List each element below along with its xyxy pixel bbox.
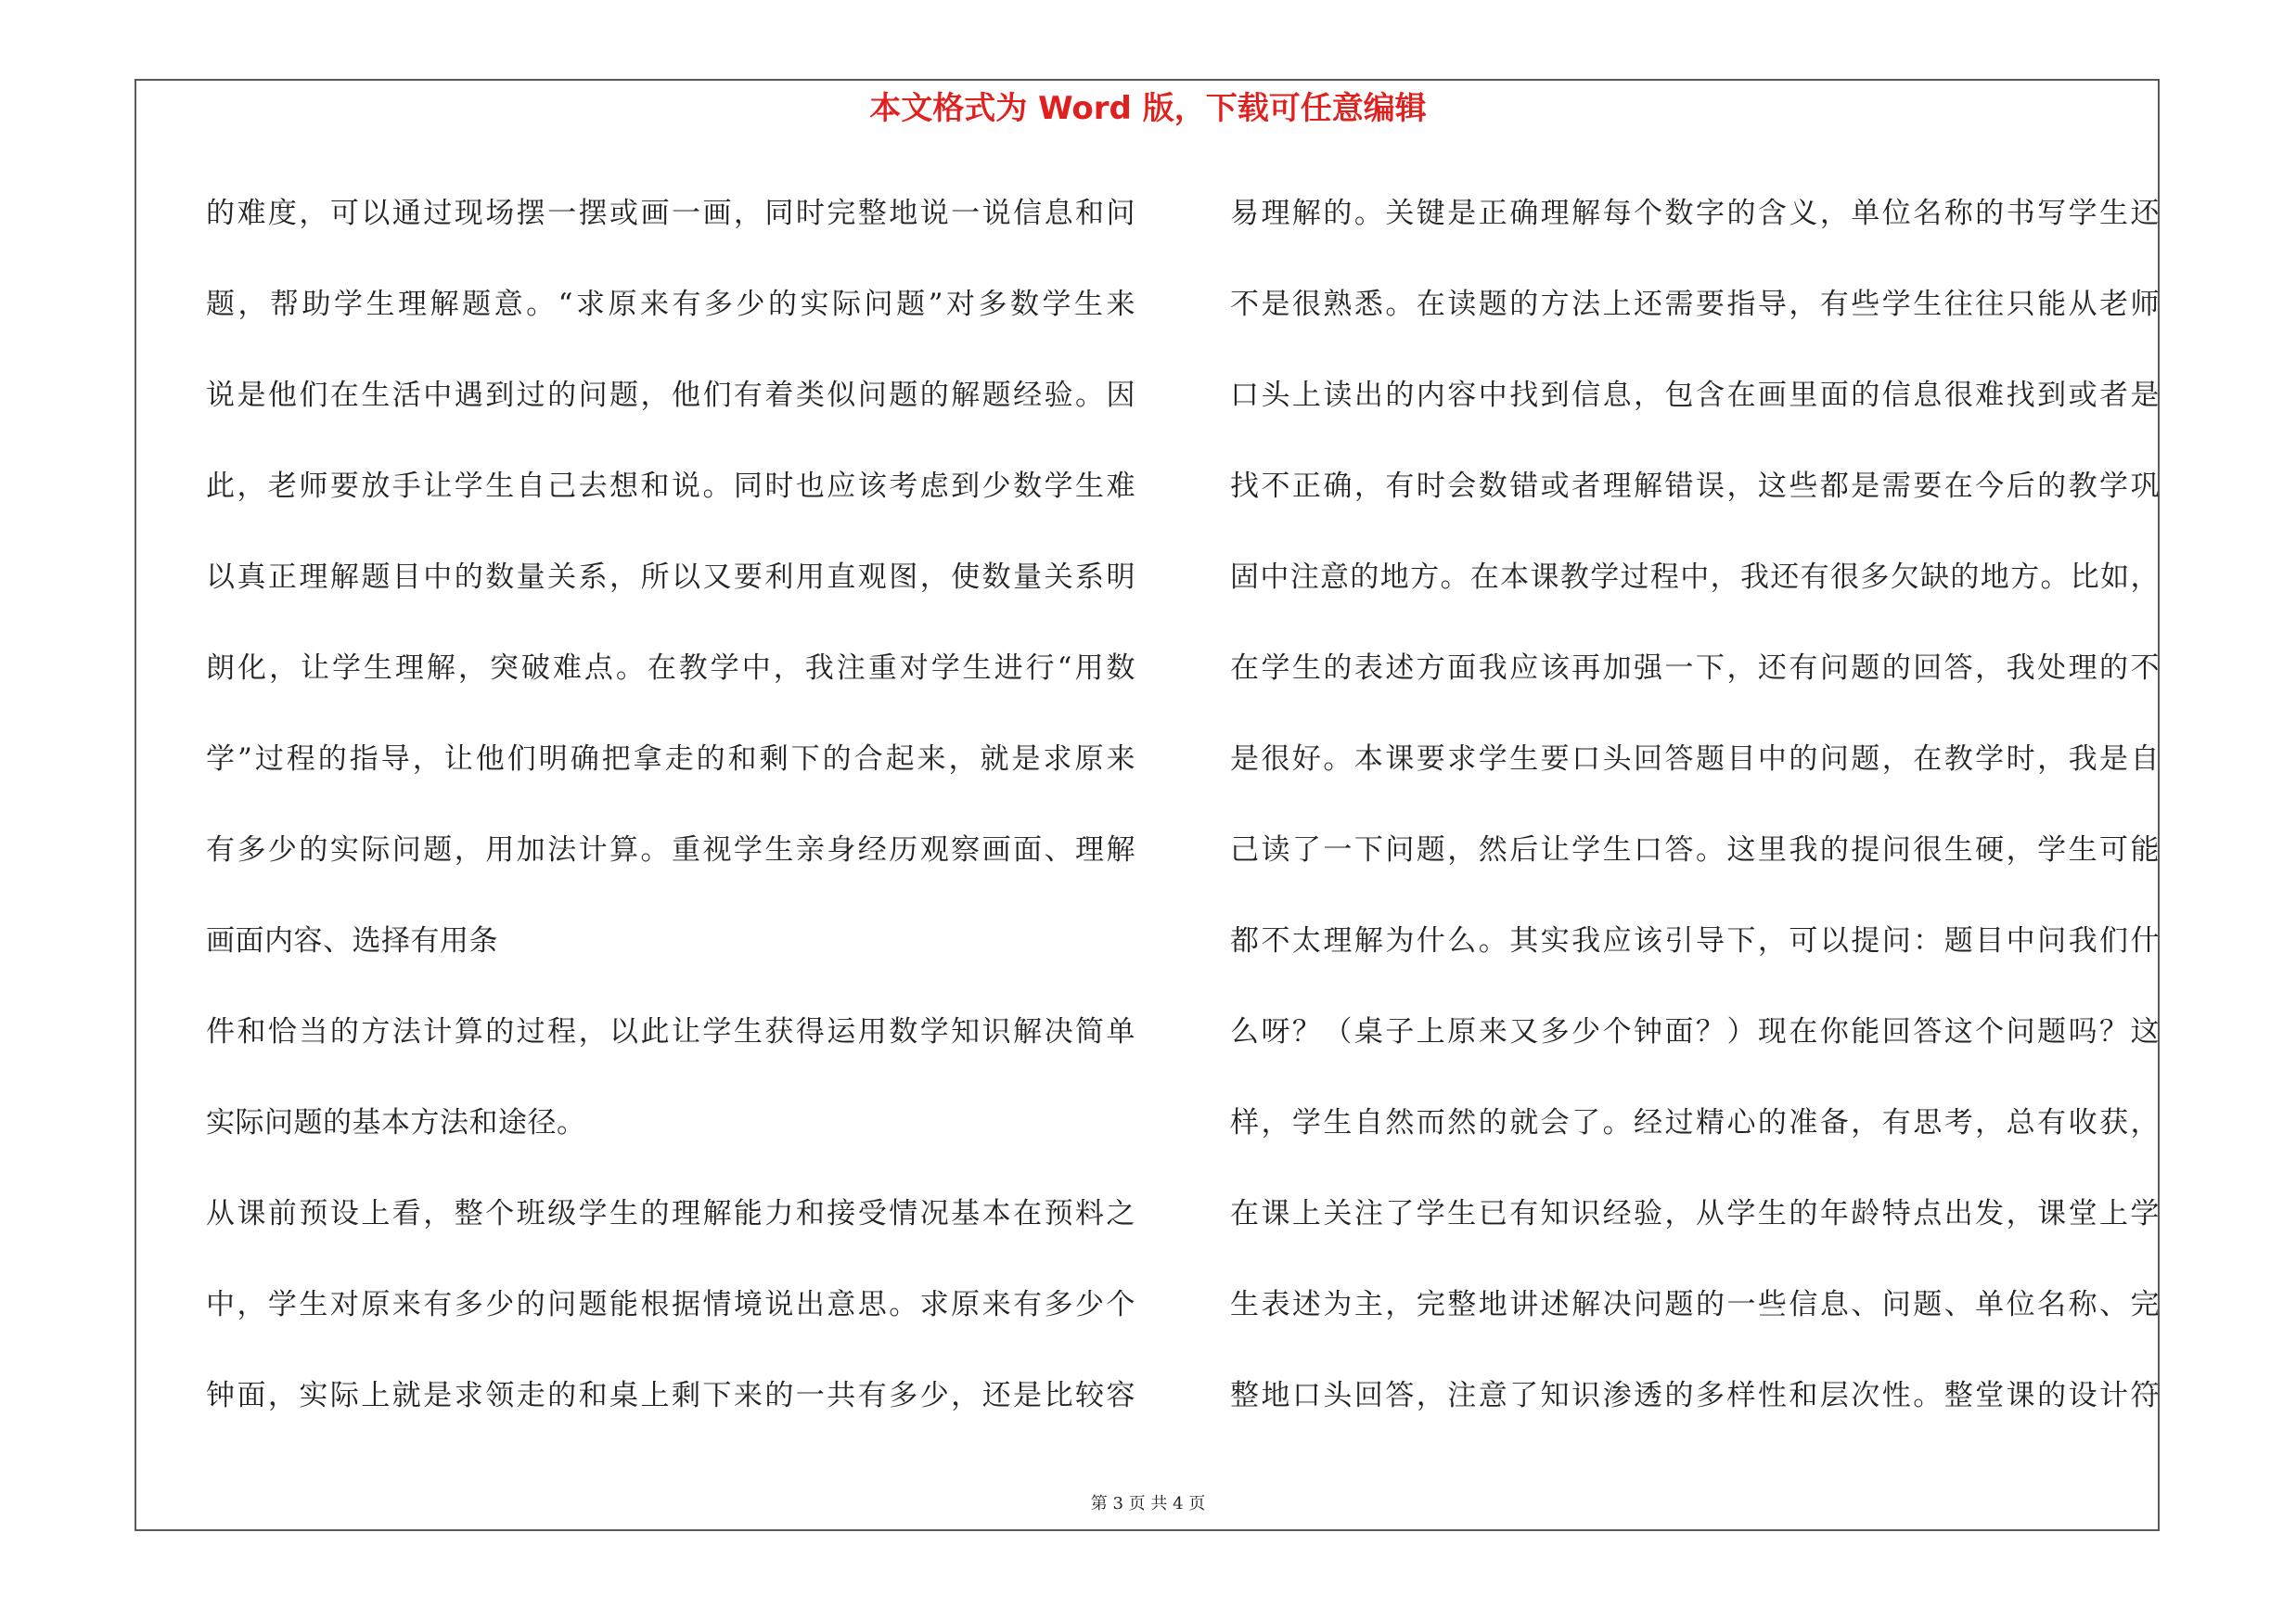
text-line: 找不正确，有时会数错或者理解错误，这些都是需要在今后的教学巩 bbox=[1230, 470, 2160, 503]
text-line: 在学生的表述方面我应该再加强一下，还有问题的回答，我处理的不 bbox=[1230, 651, 2160, 685]
text-line: 己读了一下问题，然后让学生口答。这里我的提问很生硬，学生可能 bbox=[1230, 833, 2160, 867]
text-line: 不是很熟悉。在读题的方法上还需要指导，有些学生往往只能从老师 bbox=[1230, 288, 2160, 321]
text-line: 画面内容、选择有用条 bbox=[206, 924, 498, 958]
text-line: 实际问题的基本方法和途径。 bbox=[206, 1106, 586, 1140]
text-line: 口头上读出的内容中找到信息，包含在画里面的信息很难找到或者是 bbox=[1230, 379, 2160, 412]
text-line: 么呀？（桌子上原来又多少个钟面？）现在你能回答这个问题吗？这 bbox=[1230, 1015, 2160, 1049]
page-number-footer: 第 3 页 共 4 页 bbox=[1090, 1494, 1206, 1514]
text-line: 是很好。本课要求学生要口头回答题目中的问题，在教学时，我是自 bbox=[1230, 742, 2160, 776]
text-line: 固中注意的地方。在本课教学过程中，我还有很多欠缺的地方。比如， bbox=[1230, 560, 2160, 594]
text-line: 此，老师要放手让学生自己去想和说。同时也应该考虑到少数学生难 bbox=[206, 470, 1135, 503]
text-line: 有多少的实际问题，用加法计算。重视学生亲身经历观察画面、理解 bbox=[206, 833, 1135, 867]
text-line: 件和恰当的方法计算的过程，以此让学生获得运用数学知识解决简单 bbox=[206, 1015, 1135, 1049]
text-line: 从课前预设上看，整个班级学生的理解能力和接受情况基本在预料之 bbox=[206, 1197, 1135, 1230]
text-line: 生表述为主，完整地讲述解决问题的一些信息、问题、单位名称、完 bbox=[1230, 1288, 2160, 1321]
text-line: 易理解的。关键是正确理解每个数字的含义，单位名称的书写学生还 bbox=[1230, 197, 2160, 230]
text-line: 样，学生自然而然的就会了。经过精心的准备，有思考，总有收获， bbox=[1230, 1106, 2160, 1140]
text-line: 学”过程的指导，让他们明确把拿走的和剩下的合起来，就是求原来 bbox=[206, 742, 1135, 776]
text-line: 以真正理解题目中的数量关系，所以又要利用直观图，使数量关系明 bbox=[206, 560, 1135, 594]
text-line: 整地口头回答，注意了知识渗透的多样性和层次性。整堂课的设计符 bbox=[1230, 1379, 2160, 1412]
text-line: 朗化，让学生理解，突破难点。在教学中，我注重对学生进行“用数 bbox=[206, 651, 1135, 685]
document-header-title: 本文格式为 Word 版，下载可任意编辑 bbox=[869, 90, 1427, 127]
text-line: 在课上关注了学生已有知识经验，从学生的年龄特点出发，课堂上学 bbox=[1230, 1197, 2160, 1230]
text-line: 题，帮助学生理解题意。“求原来有多少的实际问题”对多数学生来 bbox=[206, 288, 1135, 321]
text-line: 说是他们在生活中遇到过的问题，他们有着类似问题的解题经验。因 bbox=[206, 379, 1135, 412]
right-text-column bbox=[1230, 181, 2160, 1454]
text-line: 钟面，实际上就是求领走的和桌上剩下来的一共有多少，还是比较容 bbox=[206, 1379, 1135, 1412]
text-line: 的难度，可以通过现场摆一摆或画一画，同时完整地说一说信息和问 bbox=[206, 197, 1135, 230]
text-line: 中，学生对原来有多少的问题能根据情境说出意思。求原来有多少个 bbox=[206, 1288, 1135, 1321]
text-line: 都不太理解为什么。其实我应该引导下，可以提问：题目中问我们什 bbox=[1230, 924, 2160, 958]
left-text-column bbox=[206, 181, 1135, 1454]
